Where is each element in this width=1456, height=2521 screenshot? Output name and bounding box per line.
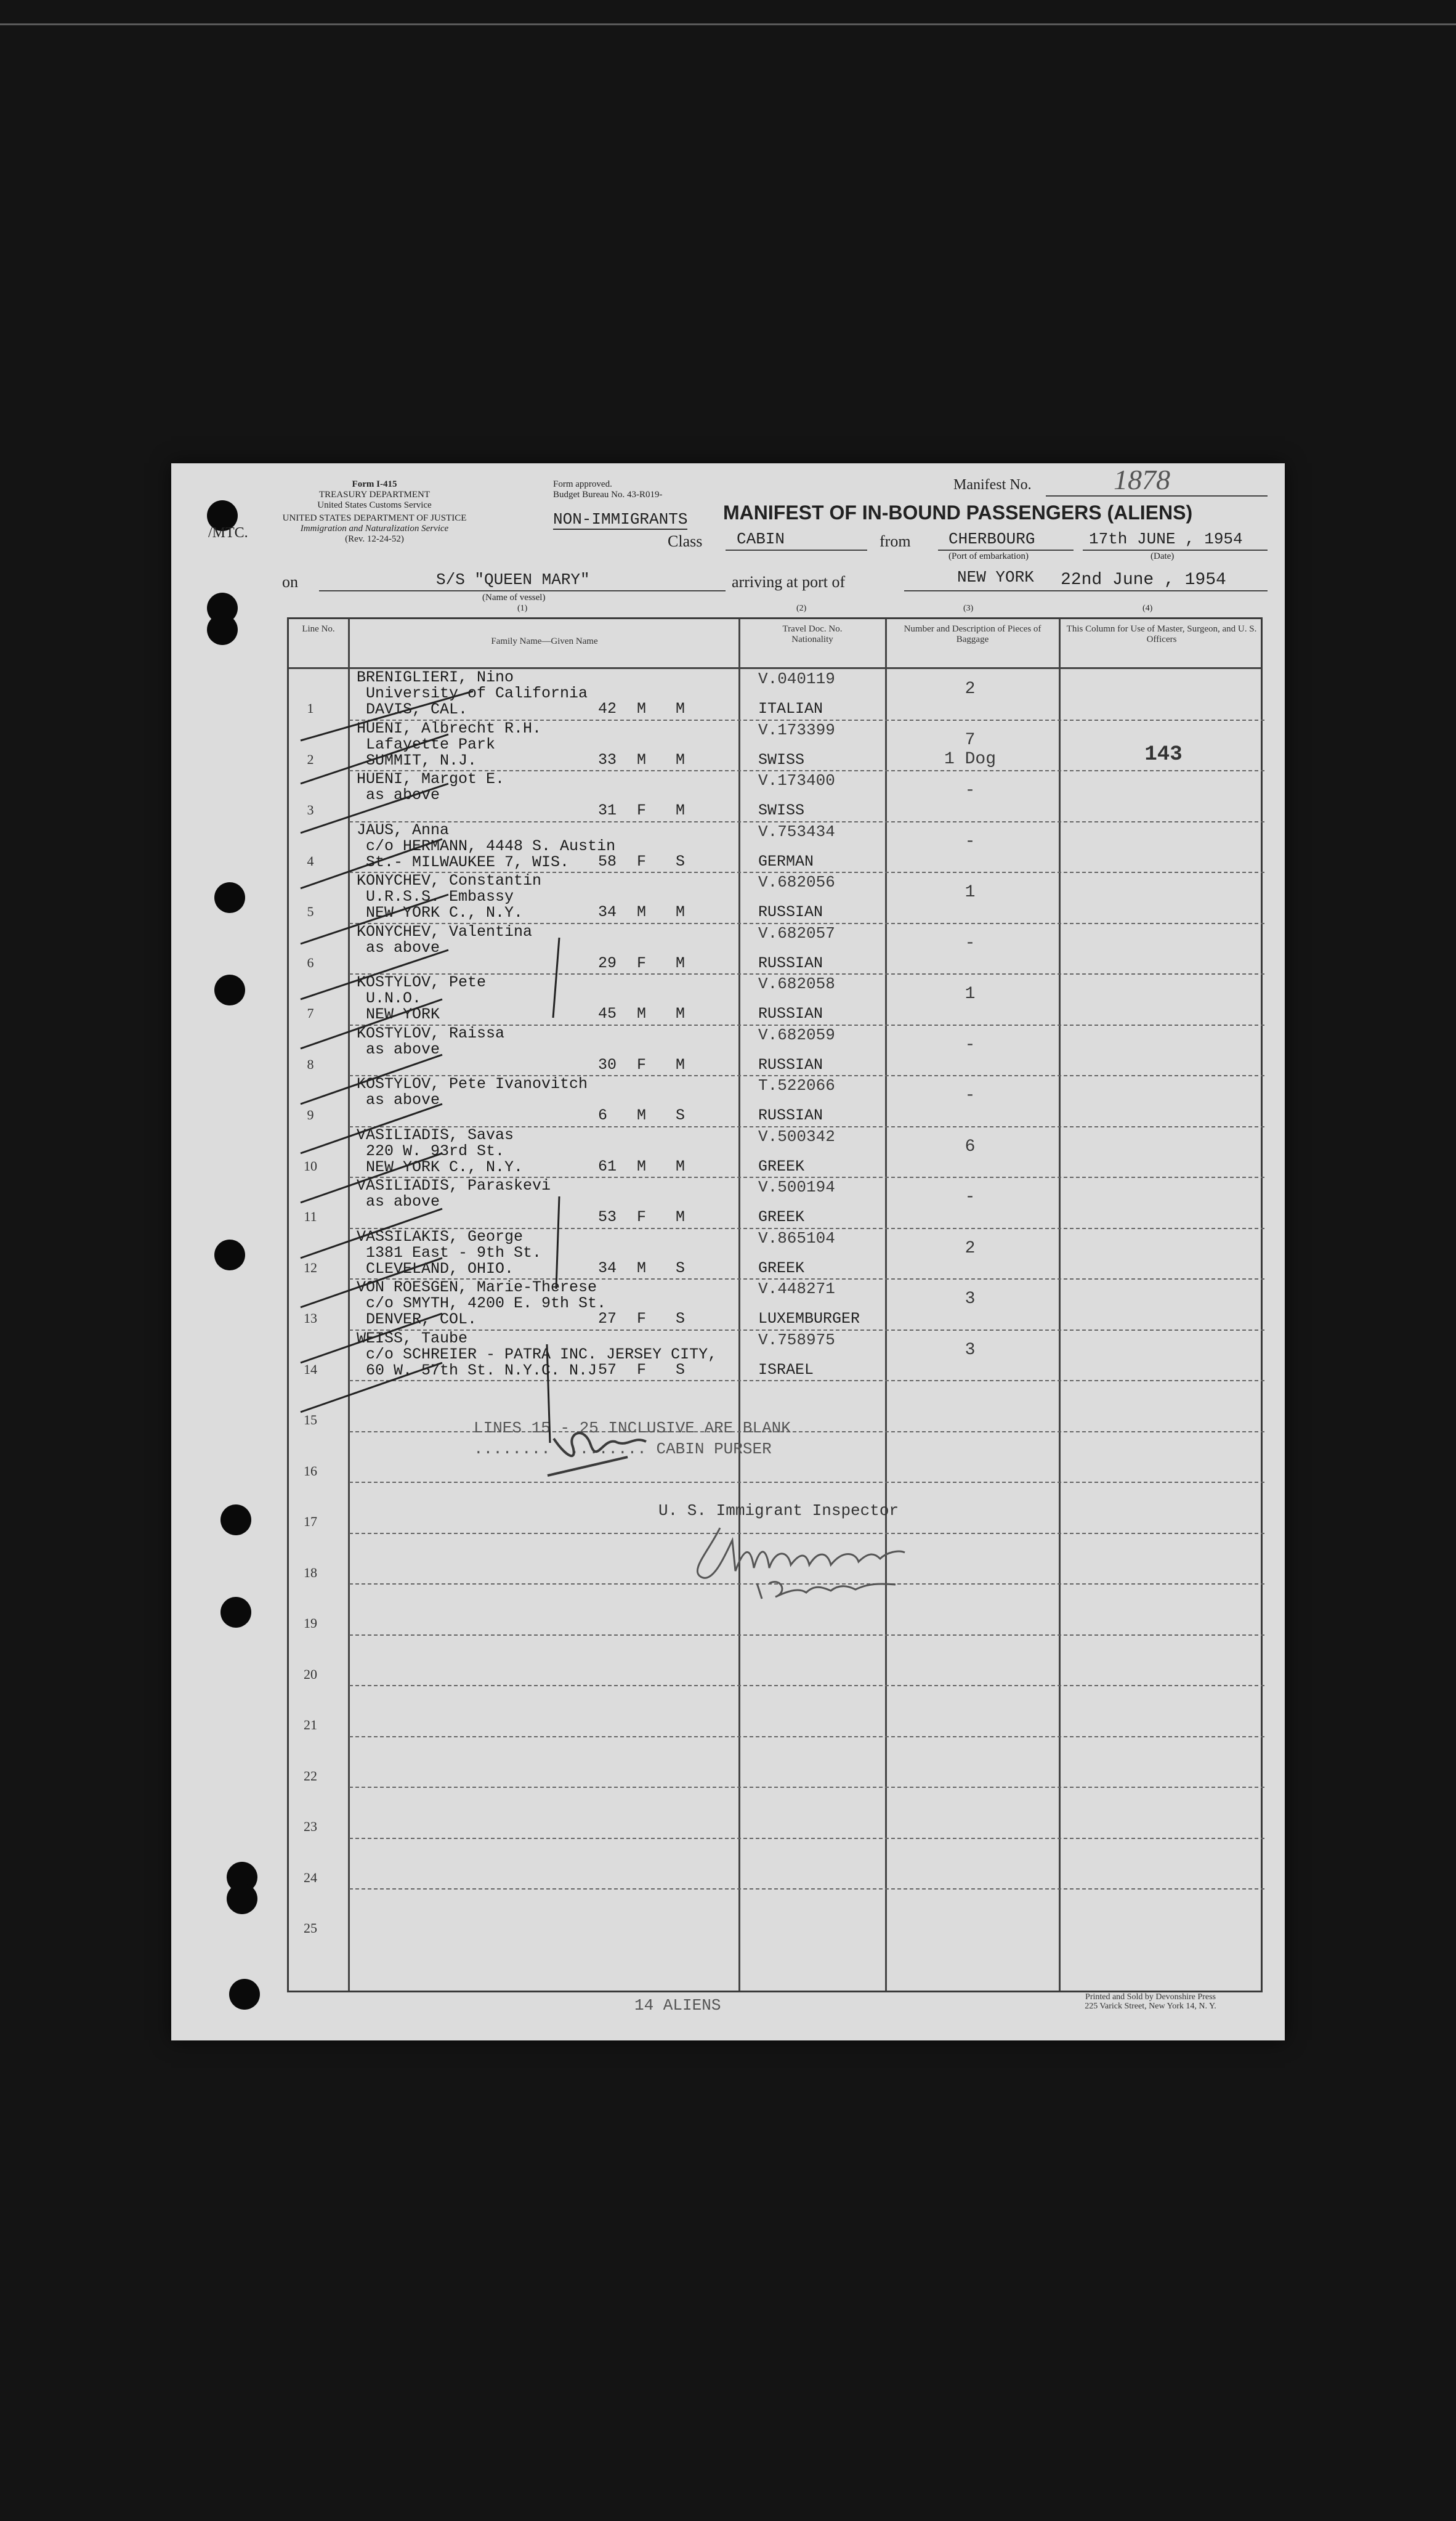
justice-line: UNITED STATES DEPARTMENT OF JUSTICE [282,513,467,523]
line-number: 3 [307,802,314,818]
baggage-count: - [965,781,976,800]
travel-doc-number: V.040119 [758,670,835,688]
officer-note: 143 [1144,742,1183,766]
passenger-sex: M [637,1157,647,1175]
passenger-name: WEISS, Taube c/o SCHREIER - PATRA INC. JERSEY CITY, 60 W. 57th St. N.Y.C. N.J [357,1329,718,1379]
line-number: 12 [304,1259,317,1275]
passenger-name: KOSTYLOV, Pete U.N.O. NEW YORK [357,973,487,1023]
travel-doc-number: V.500194 [758,1178,835,1196]
col-header-line-no: Line No. [302,624,335,634]
binder-hole [214,975,245,1005]
passenger-sex: F [637,802,647,819]
cabin-purser-line: ........ ......... CABIN PURSER [474,1440,772,1458]
baggage-count: - [965,1188,976,1207]
passenger-nationality: GREEK [758,1259,805,1277]
port-underline [938,550,1074,551]
passenger-sex: M [637,1259,647,1277]
line-number: 8 [307,1056,314,1072]
passenger-nationality: RUSSIAN [758,1055,823,1074]
passenger-age: 34 [598,1259,617,1277]
passenger-name: KOSTYLOV, Pete Ivanovitch as above [357,1075,588,1109]
travel-doc-number: V.682056 [758,873,835,891]
port-embarkation: CHERBOURG [948,530,1035,548]
passenger-nationality: GREEK [758,1208,805,1226]
col-header-travel-doc: Travel Doc. No. Nationality [782,624,843,644]
line-number: 24 [304,1869,317,1885]
arrival-port: NEW YORK [957,568,1034,587]
passenger-nationality: GERMAN [758,852,814,871]
passenger-marital-status: M [676,1157,686,1175]
immigrant-inspector-label: U. S. Immigrant Inspector [658,1501,899,1520]
passenger-marital-status: M [676,1055,686,1074]
passenger-sex: M [637,903,647,921]
passenger-sex: M [637,1005,647,1023]
passenger-nationality: SWISS [758,750,805,769]
line-number: 11 [304,1209,317,1224]
passenger-marital-status: M [676,750,686,769]
passenger-nationality: RUSSIAN [758,903,823,921]
category-label: NON-IMMIGRANTS [553,510,688,529]
passenger-marital-status: S [676,1310,686,1328]
passenger-nationality: GREEK [758,1157,805,1175]
baggage-count: - [965,832,976,851]
inspector-signature [683,1516,942,1602]
col-header-officers: This Column for Use of Master, Surgeon, and U. S. Officers [1066,624,1257,644]
baggage-count: 2 [965,680,976,699]
passenger-age: 57 [598,1360,617,1379]
line-number: 5 [307,904,314,919]
passenger-marital-status: S [676,1106,686,1124]
binder-hole [220,1504,251,1535]
passenger-name: VASILIADIS, Savas 220 W. 93rd St. NEW YORK C., N.Y. [357,1126,524,1176]
passenger-age: 42 [598,700,617,718]
document-title: MANIFEST OF IN-BOUND PASSENGERS (ALIENS) [723,501,1193,524]
manifest-no-label: Manifest No. [953,477,1032,493]
baggage-count: - [965,1035,976,1055]
passenger-name: HUENI, Albrecht R.H. Lafayette Park SUMMIT, N.J. [357,719,542,769]
total-aliens: 14 ALIENS [634,1996,721,2015]
baggage-count: 1 [965,984,976,1004]
blank-lines-notice: LINES 15 - 25 INCLUSIVE ARE BLANK [474,1419,791,1437]
passenger-age: 30 [598,1055,617,1074]
binder-hole [214,1240,245,1270]
passenger-name: JAUS, Anna c/o HERMANN, 4448 S. Austin St.- MILWAUKEE 7, WIS. [357,821,616,871]
passenger-age: 53 [598,1208,617,1226]
baggage-count: 2 [965,1238,976,1258]
arrival-date-underline [1058,590,1268,591]
passenger-marital-status: M [676,954,686,972]
check-marks [288,667,565,1745]
travel-doc-number: V.865104 [758,1228,835,1248]
departure-date: 17th JUNE , 1954 [1089,530,1243,548]
line-number: 6 [307,954,314,970]
arriving-label: arriving at port of [732,573,846,591]
line-number: 19 [304,1615,317,1631]
printer-imprint [1040,1992,1261,2011]
passenger-marital-status: S [676,1360,686,1379]
passenger-sex: F [637,1055,647,1074]
col-ref-3: (3) [963,604,974,613]
travel-doc-number: V.758975 [758,1330,835,1349]
binder-hole [220,1597,251,1628]
from-label: from [880,532,911,550]
passenger-age: 31 [598,802,617,819]
passenger-sex: F [637,1208,647,1226]
col-ref-1: (1) [517,604,528,613]
passenger-marital-status: M [676,700,686,718]
line-number: 9 [307,1107,314,1122]
line-number: 22 [304,1768,317,1784]
scan-top-edge [0,23,1456,25]
passenger-age: 33 [598,750,617,769]
port-embarkation-caption: (Port of embarkation) [948,551,1029,561]
line-number: 25 [304,1920,317,1936]
passenger-marital-status: M [676,1208,686,1226]
passenger-marital-status: M [676,802,686,819]
passenger-marital-status: M [676,1005,686,1023]
travel-doc-number: V.682058 [758,975,835,993]
passenger-sex: F [637,852,647,871]
line-number: 18 [304,1564,317,1580]
line-number: 7 [307,1005,314,1021]
col-header-name: Family Name—Given Name [491,636,598,646]
passenger-sex: M [637,700,647,718]
arrival-date: 22nd June , 1954 [1061,570,1226,590]
approval-block [553,479,662,500]
passenger-nationality: ISRAEL [758,1360,814,1379]
vessel-caption: (Name of vessel) [482,593,546,603]
manifest-no-underline [1046,495,1268,497]
baggage-count: 3 [965,1340,976,1360]
passenger-nationality: RUSSIAN [758,1106,823,1124]
class-value: CABIN [737,530,785,548]
passenger-nationality: RUSSIAN [758,1005,823,1023]
margin-note: /MTC. [208,525,248,541]
travel-doc-number: V.173399 [758,720,835,739]
approval-line: Form approved. [553,479,612,489]
passenger-age: 6 [598,1106,608,1124]
arrival-port-underline [904,590,1083,591]
date-underline [1083,550,1268,551]
vessel-underline [319,590,726,591]
manifest-page [171,463,1285,2040]
line-number: 20 [304,1666,317,1682]
passenger-age: 27 [598,1310,617,1328]
line-number: 1 [307,700,314,716]
col-ref-2: (2) [796,604,807,613]
line-number: 17 [304,1514,317,1529]
passenger-name: BRENIGLIERI, Nino University of California DAVIS, CAL. [357,668,588,718]
travel-doc-number: V.448271 [758,1280,835,1298]
line-number: 2 [307,751,314,767]
passenger-name: VASSILAKIS, George 1381 East - 9th St. CLEVELAND, OHIO. [357,1227,542,1278]
baggage-count: 1 [965,883,976,902]
class-label: Class [668,532,703,550]
binder-hole [214,882,245,913]
passenger-age: 58 [598,852,617,871]
passenger-name: VASILIADIS, Paraskevi as above [357,1177,551,1211]
line-number: 13 [304,1310,317,1326]
printer-line-2: 225 Varick Street, New York 14, N. Y. [1085,2002,1216,2011]
budget-line: Budget Bureau No. 43-R019- [553,490,663,500]
passenger-nationality: LUXEMBURGER [758,1310,860,1328]
line-number: 21 [304,1717,317,1732]
baggage-count: 7 1 Dog [944,730,996,769]
passenger-marital-status: S [676,852,686,871]
passenger-nationality: SWISS [758,802,805,819]
passenger-sex: M [637,1106,647,1124]
passenger-age: 34 [598,903,617,921]
treasury-line: TREASURY DEPARTMENT [318,490,431,500]
binder-hole [207,614,238,645]
passenger-age: 61 [598,1157,617,1175]
passenger-marital-status: S [676,1259,686,1277]
customs-line: United States Customs Service [317,500,432,510]
printer-line-1: Printed and Sold by Devonshire Press [1085,1992,1216,2002]
travel-doc-number: V.500342 [758,1127,835,1146]
date-caption: (Date) [1151,551,1175,561]
line-number: 16 [304,1463,317,1479]
manifest-number: 1878 [1114,464,1170,495]
passenger-name: VON ROESGEN, Marie-Therese c/o SMYTH, 4200 E. 9th St. DENVER, COL. [357,1278,607,1328]
passenger-sex: F [637,1360,647,1379]
line-number: 15 [304,1412,317,1427]
passenger-sex: F [637,1310,647,1328]
baggage-count: 3 [965,1289,976,1309]
blank-row [289,1890,1264,1940]
col-header-baggage: Number and Description of Pieces of Baggage [904,624,1041,644]
revision-line: (Rev. 12-24-52) [345,534,404,544]
blank-row [289,1839,1264,1890]
form-agency-block [270,479,479,545]
passenger-name: KONYCHEV, Valentina as above [357,922,533,957]
passenger-sex: M [637,750,647,769]
line-number: 10 [304,1158,317,1174]
travel-doc-number: T.522066 [758,1076,835,1095]
class-underline [726,550,867,551]
baggage-count: - [965,933,976,953]
ins-line: Immigration and Naturalization Service [300,524,449,534]
passenger-age: 29 [598,954,617,972]
passenger-name: KONYCHEV, Constantin U.R.S.S. Embassy NEW YORK C., N.Y. [357,872,542,922]
binder-hole [229,1979,260,2010]
passenger-nationality: RUSSIAN [758,954,823,972]
baggage-count: - [965,1086,976,1105]
line-number: 14 [304,1361,317,1377]
binder-hole [227,1883,257,1914]
blank-row [289,1788,1264,1838]
col-ref-4: (4) [1143,604,1153,613]
travel-doc-number: V.173400 [758,771,835,790]
line-number: 23 [304,1819,317,1834]
passenger-age: 45 [598,1005,617,1023]
passenger-sex: F [637,954,647,972]
form-number: Form I-415 [352,479,397,489]
baggage-count: 6 [965,1137,976,1156]
travel-doc-number: V.682059 [758,1025,835,1044]
passenger-marital-status: M [676,903,686,921]
travel-doc-number: V.753434 [758,822,835,841]
passenger-name: KOSTYLOV, Raissa as above [357,1024,505,1058]
passenger-nationality: ITALIAN [758,700,823,718]
vessel-name: S/S "QUEEN MARY" [436,570,590,589]
on-label: on [282,573,298,591]
passenger-name: HUENI, Margot E. as above [357,770,505,804]
travel-doc-number: V.682057 [758,924,835,943]
line-number: 4 [307,853,314,869]
